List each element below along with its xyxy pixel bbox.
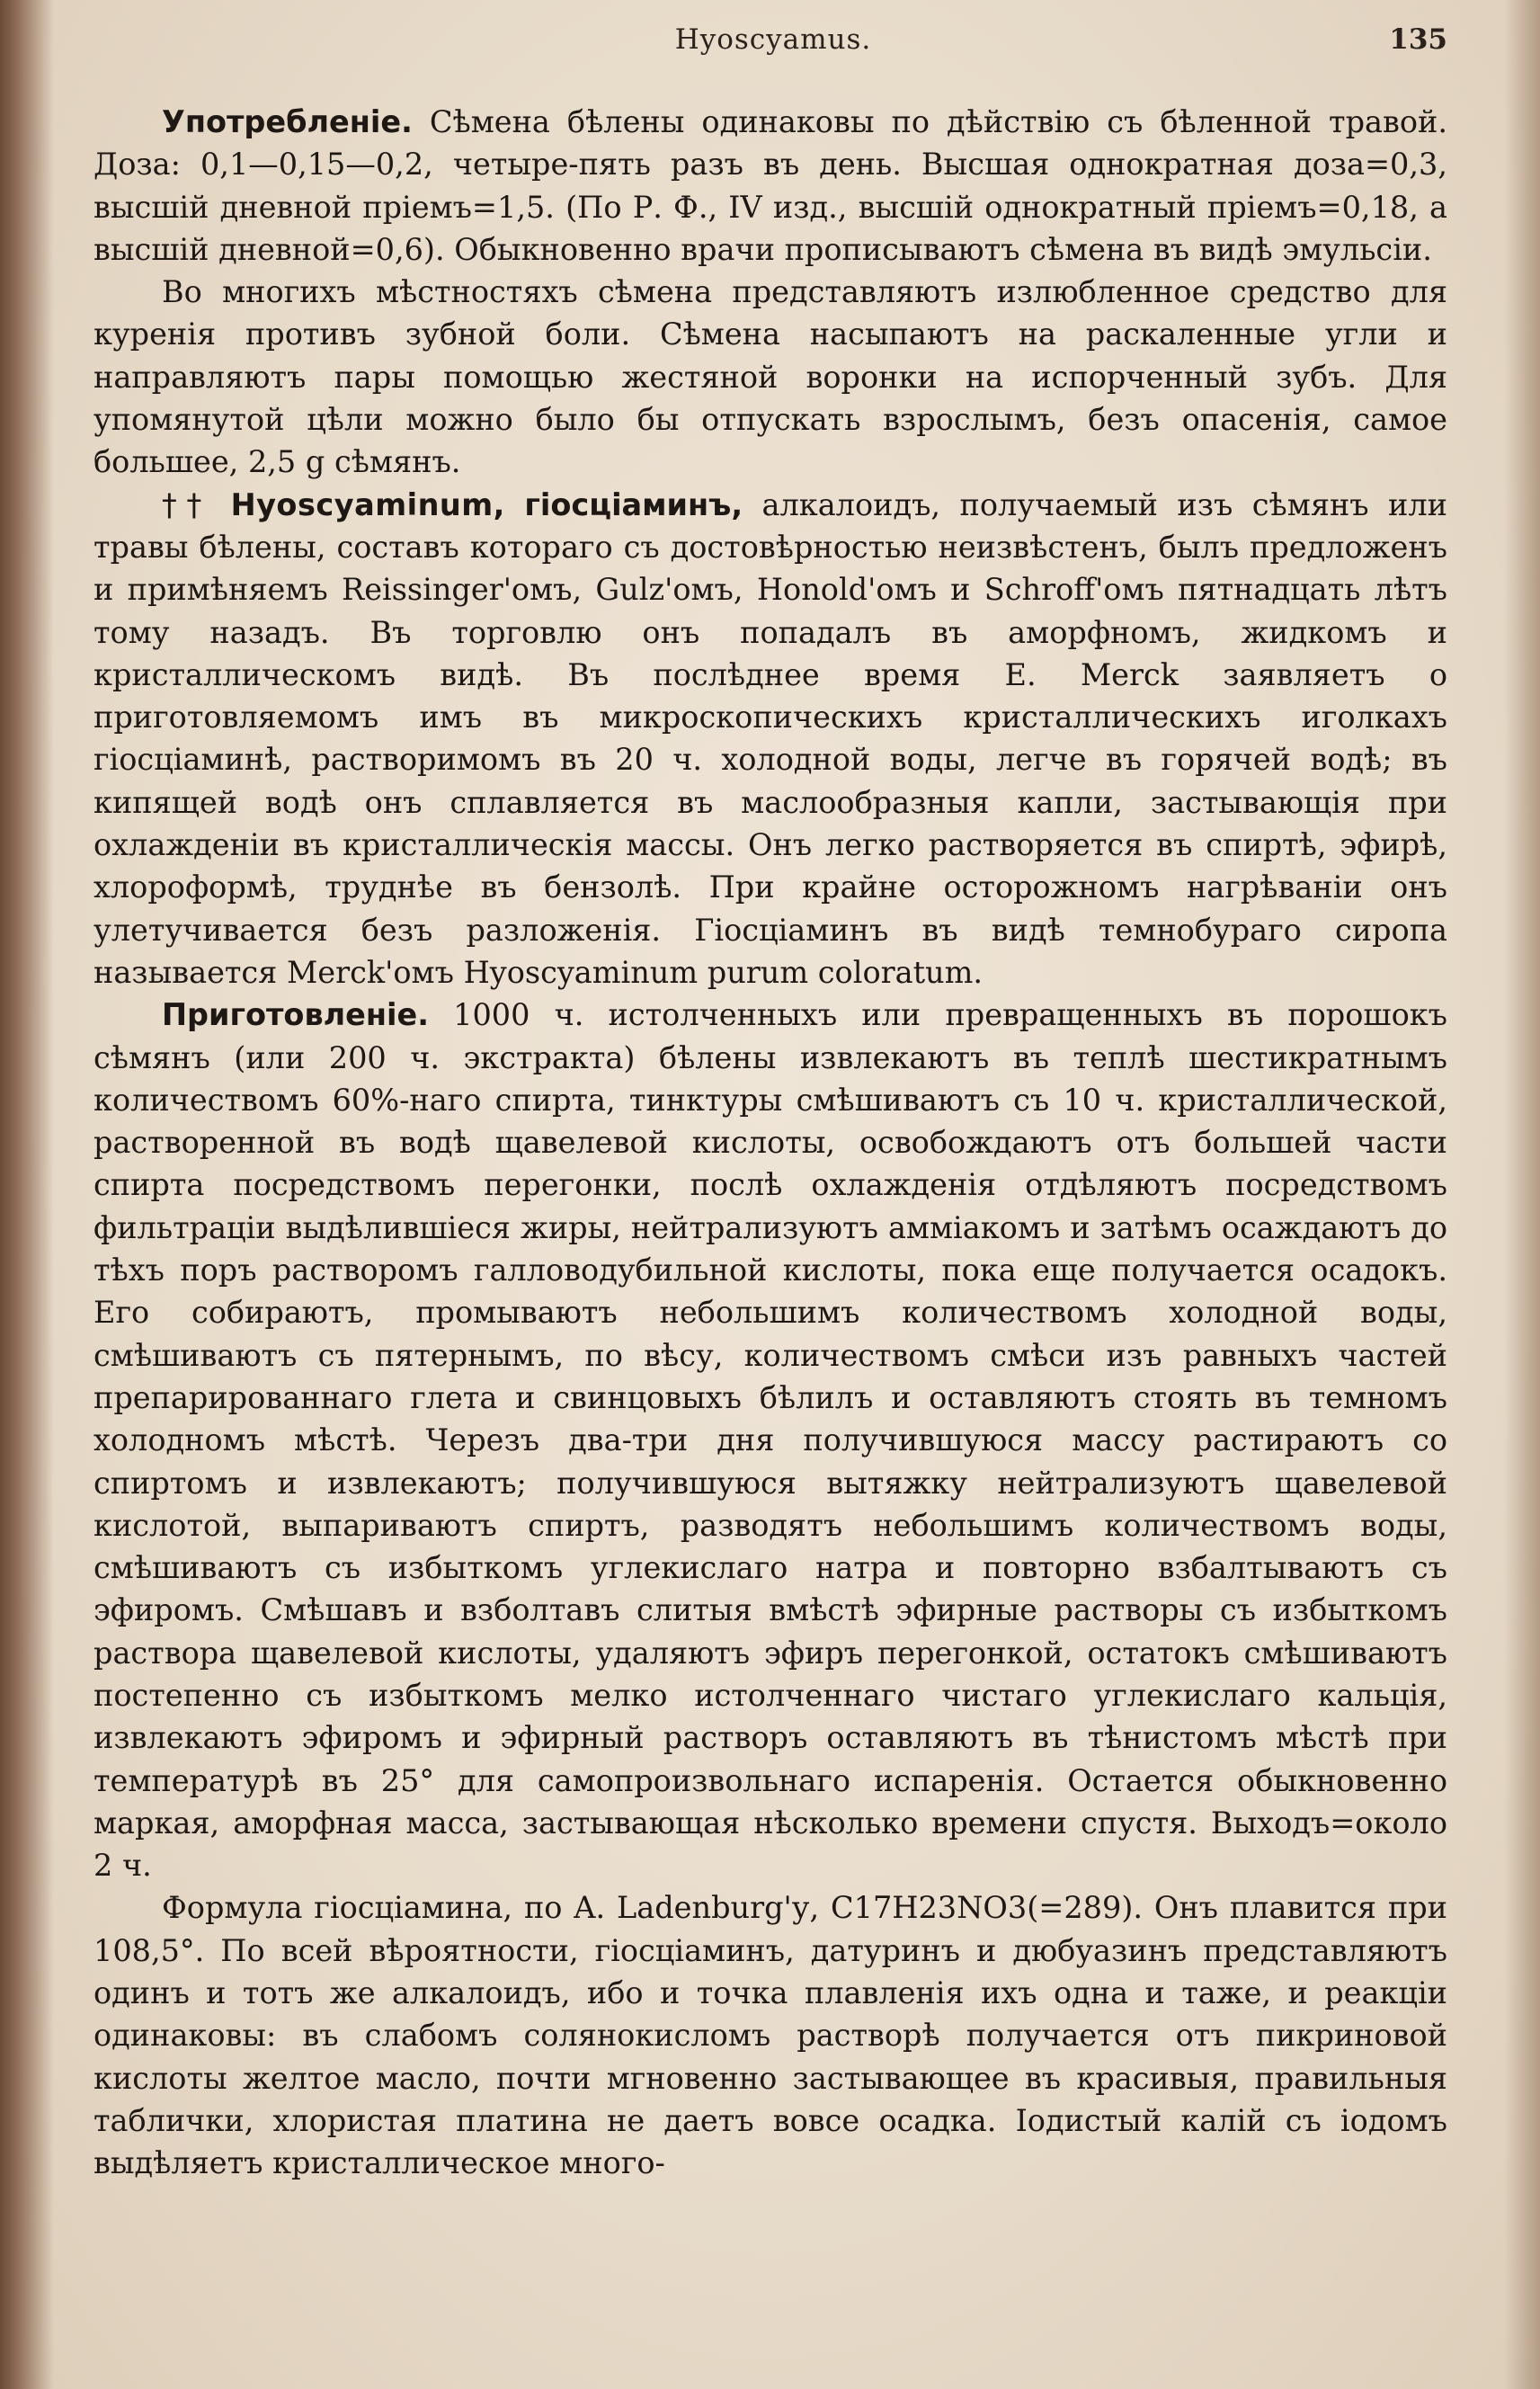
double-dagger-icon: †† bbox=[162, 486, 212, 522]
running-head: Hyoscyamus. bbox=[674, 23, 872, 56]
entry-heading-russian: гіосціаминъ, bbox=[524, 486, 743, 522]
paragraph-hyoscyamine-text: алкалоидъ, получаемый изъ сѣмянъ или травы бѣлены, составъ котораго съ достовѣрностью неизвѣстенъ, былъ предложенъ и примѣняемъ Reissinger'омъ, Gulz'омъ, Honold'омъ и Schroff'омъ пятнадцать лѣтъ тому назадъ. Въ торговлю онъ попадалъ въ аморфномъ, жидкомъ и кристаллическомъ видѣ. Въ послѣднее время E. Merck заявляетъ о приготовляемомъ имъ въ микроскопическихъ кристаллическихъ иголкахъ гіосціаминѣ, растворимомъ въ 20 ч. холодной воды, легче въ горячей водѣ; въ кипящей водѣ онъ сплавляется въ маслообразныя капли, застывающія при охлажденіи въ кристаллическія массы. Онъ легко растворяется въ спиртѣ, эфирѣ, хлороформѣ, труднѣе въ бензолѣ. При крайне осторожномъ нагрѣваніи онъ улетучивается безъ разложенія. Гіосціаминъ въ видѣ темнобураго сиропа называется Merck'омъ Hyoscyaminum purum coloratum. bbox=[93, 486, 1447, 990]
paragraph-usage-text: Сѣмена бѣлены одинаковы по дѣйствію съ бѣленной травой. Доза: 0,1—0,15—0,2, четыре-пять разъ въ день. Высшая однократная доза=0,3, высшій дневной пріемъ=1,5. (По Р. Ф., IV изд., высшій однократный пріемъ=0,18, а высшій дневной=0,6). Обыкновенно врачи прописываютъ сѣмена въ видѣ эмульсіи. bbox=[93, 104, 1447, 267]
paragraph-formula bbox=[93, 1886, 1447, 2184]
page-number: 135 bbox=[1389, 23, 1447, 56]
section-lead-preparation: Приготовленіе. bbox=[162, 997, 429, 1033]
paragraph-usage bbox=[93, 101, 1447, 271]
paragraph-preparation bbox=[93, 994, 1447, 1886]
paragraph-preparation-text: 1000 ч. истолченныхъ или превращенныхъ въ порошокъ сѣмянъ (или 200 ч. экстракта) бѣлены извлекаютъ въ теплѣ шестикратнымъ количествомъ 60%-наго спирта, тинктуры смѣшиваютъ съ 10 ч. кристаллической, растворенной въ водѣ щавелевой кислоты, освобождаютъ отъ большей части спирта посредствомъ перегонки, послѣ охлажденія отдѣляютъ посредствомъ фильтраціи выдѣлившіеся жиры, нейтрализуютъ амміакомъ и затѣмъ осаждаютъ до тѣхъ поръ растворомъ галловодубильной кислоты, пока еще получается осадокъ. Его собираютъ, промываютъ небольшимъ количествомъ холодной воды, смѣшиваютъ съ пятернымъ, по вѣсу, количествомъ смѣси изъ равныхъ частей препарированнаго глета и свинцовыхъ бѣлилъ и оставляютъ стоять въ темномъ холодномъ мѣстѣ. Черезъ два-три дня получившуюся массу растираютъ со спиртомъ и извлекаютъ; получившуюся вытяжку нейтрализуютъ щавелевой кислотой, выпариваютъ спиртъ, разводятъ небольшимъ количествомъ воды, смѣшиваютъ съ избыткомъ углекислаго натра и повторно взбалтываютъ съ эфиромъ. Смѣшавъ и взболтавъ слитыя вмѣстѣ эфирные растворы съ избыткомъ раствора щавелевой кислоты, удаляютъ эфиръ перегонкой, остатокъ смѣшиваютъ постепенно съ избыткомъ мелко истолченнаго чистаго углекислаго кальція, извлекаютъ эфиромъ и эфирный растворъ оставляютъ въ тѣнистомъ мѣстѣ при температурѣ въ 25° для самопроизвольнаго испаренія. Остается обыкновенно маркая, аморфная масса, застывающая нѣсколько времени спустя. Выходъ=около 2 ч. bbox=[93, 997, 1447, 1884]
paragraph-smoking bbox=[93, 271, 1447, 483]
paragraph-hyoscyamine bbox=[93, 484, 1447, 994]
entry-heading-latin: Hyoscyaminum, bbox=[230, 486, 505, 522]
body-text bbox=[93, 101, 1447, 2185]
paragraph-smoking-text: Во многихъ мѣстностяхъ сѣмена представляютъ излюбленное средство для куренія противъ зубной боли. Сѣмена насыпаютъ на раскаленные угли и направляютъ пары помощью жестяной воронки на испорченный зубъ. Для упомянутой цѣли можно было бы отпускать взрослымъ, безъ опасенія, самое большее, 2,5 g сѣмянъ. bbox=[93, 274, 1447, 480]
section-lead-usage: Употребленіе. bbox=[162, 104, 413, 139]
page-header bbox=[99, 23, 1447, 68]
paragraph-formula-text: Формула гіосціамина, по A. Ladenburg'у, C17H23NO3(=289). Онъ плавится при 108,5°. По всей вѣроятности, гіосціаминъ, датуринъ и дюбуазинъ представляютъ одинъ и тотъ же алкалоидъ, ибо и точка плавленія ихъ одна и таже, и реакціи одинаковы: въ слабомъ солянокисломъ растворѣ получается отъ пикриновой кислоты желтое масло, почти мгновенно застывающее въ красивыя, правильныя таблички, хлористая платина не даетъ вовсе осадка. Іодистый калій съ іодомъ выдѣляетъ кристаллическое много- bbox=[93, 1890, 1447, 2181]
